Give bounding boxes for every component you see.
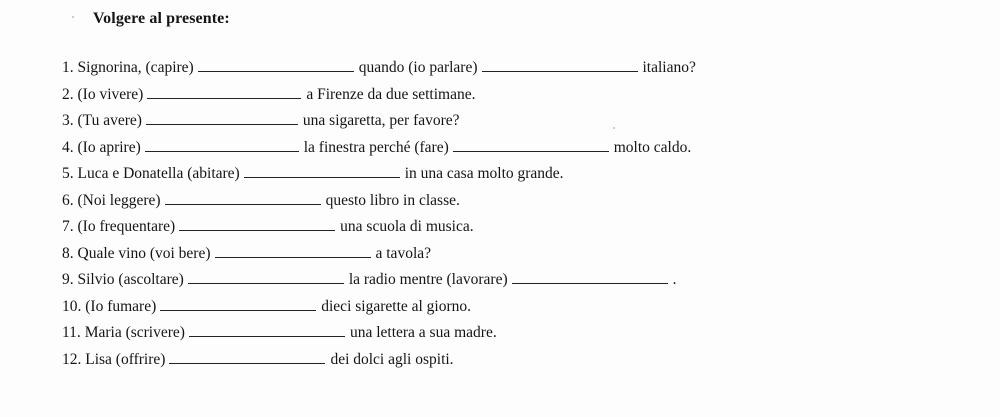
exercise-title: Volgere al presente: (93, 10, 230, 27)
item-text: Maria (scrivere) (84, 324, 185, 341)
item-text: Luca e Donatella (abitare) (77, 165, 240, 182)
exercise-item (62, 55, 696, 82)
exercise-item (62, 214, 696, 241)
item-text: (Tu avere) (77, 112, 142, 129)
item-text: una sigaretta, per favore? (302, 112, 460, 129)
answer-blank[interactable] (179, 218, 335, 231)
item-number: 6. (62, 191, 74, 209)
item-text: una lettera a sua madre. (349, 324, 497, 341)
item-text: dei dolci agli ospiti. (330, 350, 454, 368)
item-number: 8. (62, 244, 74, 262)
item-number: 9. (62, 271, 74, 288)
answer-blank[interactable] (512, 271, 668, 284)
item-number: 10. (62, 297, 82, 315)
item-text: la finestra perché (fare) (303, 138, 449, 156)
exercise-item (62, 108, 696, 135)
item-text: molto caldo. (613, 138, 692, 156)
scan-speck (72, 16, 74, 18)
item-text: a tavola? (375, 244, 432, 262)
item-number: 7. (62, 218, 74, 235)
answer-blank[interactable] (482, 59, 638, 72)
item-number: 12. (62, 350, 82, 368)
item-text: (Io aprire) (77, 138, 141, 156)
exercise-item (62, 320, 696, 347)
item-text: Quale vino (voi bere) (77, 244, 211, 262)
item-text: la radio mentre (lavorare) (348, 271, 508, 288)
item-text: quando (io parlare) (358, 59, 478, 76)
item-number: 5. (62, 165, 74, 182)
item-text: Silvio (ascoltare) (77, 271, 184, 288)
exercise-list (62, 55, 696, 373)
item-number: 4. (62, 138, 74, 156)
exercise-item (62, 135, 696, 162)
item-text: (Noi leggere) (77, 191, 161, 209)
item-text: una scuola di musica. (340, 218, 474, 235)
answer-blank[interactable] (146, 112, 298, 125)
answer-blank[interactable] (453, 139, 609, 152)
answer-blank[interactable] (145, 139, 299, 152)
item-text: (Io fumare) (85, 297, 157, 315)
answer-blank[interactable] (215, 245, 371, 258)
item-text: dieci sigarette al giorno. (321, 297, 472, 315)
item-text: Lisa (offrire) (85, 350, 166, 368)
item-number: 11. (62, 324, 81, 341)
exercise-item (62, 294, 696, 321)
item-number: 2. (62, 85, 74, 103)
answer-blank[interactable] (165, 192, 321, 205)
answer-blank[interactable] (147, 86, 301, 99)
answer-blank[interactable] (169, 351, 325, 364)
item-text: in una casa molto grande. (404, 165, 564, 182)
answer-blank[interactable] (160, 298, 316, 311)
item-text: . (672, 271, 677, 288)
exercise-item (62, 347, 696, 374)
exercise-item (62, 188, 696, 215)
answer-blank[interactable] (189, 324, 345, 337)
item-number: 3. (62, 112, 74, 129)
answer-blank[interactable] (188, 271, 344, 284)
exercise-item (62, 161, 696, 188)
exercise-item (62, 82, 696, 109)
exercise-item (62, 267, 696, 294)
item-text: a Firenze da due settimane. (306, 85, 476, 103)
answer-blank[interactable] (244, 165, 400, 178)
answer-blank[interactable] (198, 59, 354, 72)
item-text: questo libro in classe. (325, 191, 460, 209)
scan-speck (613, 127, 615, 129)
item-text: Signorina, (capire) (77, 59, 194, 76)
item-text: (Io vivere) (77, 85, 144, 103)
item-text: italiano? (642, 59, 696, 76)
exercise-item (62, 241, 696, 268)
item-text: (Io frequentare) (77, 218, 176, 235)
item-number: 1. (62, 59, 74, 76)
